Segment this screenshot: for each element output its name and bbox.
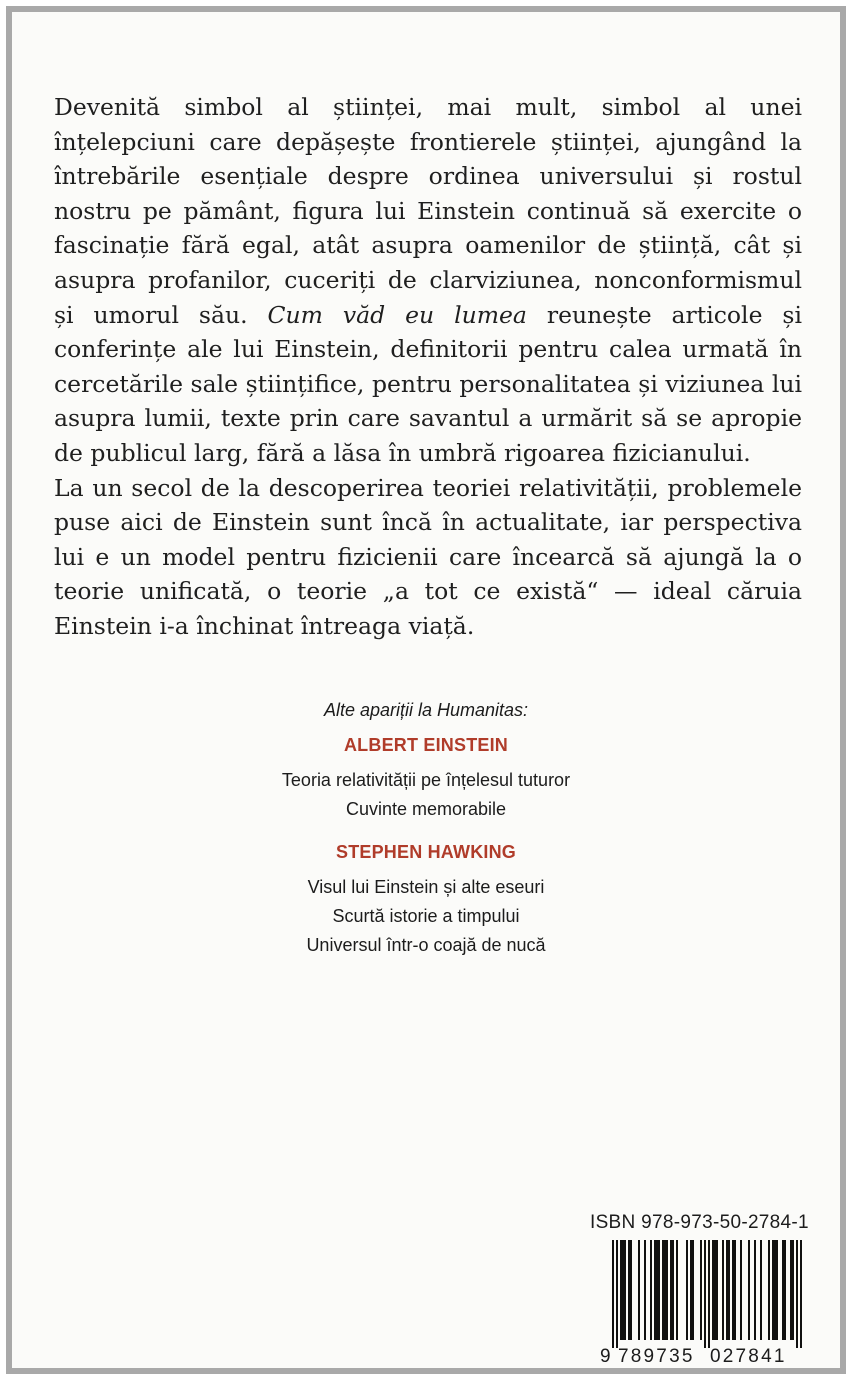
- barcode-bar: [624, 1240, 626, 1340]
- barcode-bar: [654, 1240, 656, 1340]
- barcode-bar: [740, 1240, 742, 1340]
- barcode: [598, 1238, 810, 1366]
- barcode-bar: [754, 1240, 756, 1340]
- other-titles-heading: Alte apariții la Humanitas:: [323, 700, 529, 720]
- barcode-bar: [638, 1240, 640, 1340]
- barcode-bar: [728, 1240, 730, 1340]
- barcode-bar: [704, 1240, 706, 1348]
- book-title: Cuvinte memorabile: [345, 799, 507, 819]
- barcode-bar: [700, 1240, 702, 1340]
- book-title: Teoria relativității pe înțelesul tuturor: [281, 770, 571, 790]
- barcode-bar: [616, 1240, 618, 1348]
- book-title-italic: Cum văd eu lumea: [267, 300, 527, 329]
- author-name: ALBERT EINSTEIN: [343, 735, 508, 755]
- barcode-bar: [676, 1240, 678, 1340]
- barcode-bar: [692, 1240, 694, 1340]
- blurb-p1-start: Devenită simbol al științei, mai mult, simbol al unei înțelepciuni care depășește frontierele științei, ajungând la întrebările esențiale despre ordinea universului și rostul nostru pe pământ, figura lui Einstein continuă să exercite o fascinație fără egal, atât asupra oamenilor de știință, cât și asupra profanilor, cuceriți de clarviziunea, nonconformismul și umorul său.: [54, 93, 802, 329]
- barcode-digits-right: 027841: [710, 1346, 787, 1366]
- barcode-bar: [774, 1240, 776, 1340]
- other-titles-section: [12, 700, 840, 960]
- barcode-bar: [628, 1240, 630, 1340]
- blurb-paragraph-1: [54, 90, 802, 471]
- book-title: Universul într-o coajă de nucă: [306, 935, 546, 955]
- blurb-text: [54, 90, 802, 644]
- barcode-bar: [612, 1240, 614, 1348]
- barcode-bar: [708, 1240, 710, 1348]
- book-back-cover: [6, 6, 846, 1374]
- barcode-bar: [796, 1240, 798, 1348]
- barcode-bar: [760, 1240, 762, 1340]
- book-title: Scurtă istorie a timpului: [332, 906, 520, 926]
- barcode-bar: [672, 1240, 674, 1340]
- barcode-bar: [722, 1240, 724, 1340]
- blurb-p1-end: reunește articole și conferințe ale lui Einstein, definitorii pentru calea urmată în cercetările sale științifice, pentru personalitatea și viziunea lui asupra lumii, texte prin care savantul a urmărit să se apropie de publicul larg, fără a lăsa în umbră rigoarea fizicianului.: [54, 300, 802, 467]
- barcode-bar: [776, 1240, 778, 1340]
- barcode-bar: [664, 1240, 666, 1340]
- book-title: Visul lui Einstein și alte eseuri: [307, 877, 545, 897]
- barcode-bar: [792, 1240, 794, 1340]
- blurb-paragraph-2: La un secol de la descoperirea teoriei relativității, problemele puse aici de Einstein sunt încă în actualitate, iar perspectiva lui e un model pentru fizicienii care încearcă să ajungă la o teorie unificată, o teorie „a tot ce există“ — ideal căruia Einstein i-a închinat întreaga viață.: [54, 473, 802, 640]
- barcode-bar: [622, 1240, 624, 1340]
- barcode-bar: [690, 1240, 692, 1340]
- barcode-bar: [768, 1240, 770, 1340]
- barcode-bar: [666, 1240, 668, 1340]
- barcode-bar: [726, 1240, 728, 1340]
- barcode-bar: [784, 1240, 786, 1340]
- barcode-bar: [630, 1240, 632, 1340]
- author-name: STEPHEN HAWKING: [335, 842, 516, 862]
- barcode-bar: [772, 1240, 774, 1340]
- barcode-bars: [612, 1240, 802, 1348]
- barcode-bar: [800, 1240, 802, 1348]
- isbn-label: ISBN 978-973-50-2784-1: [590, 1212, 809, 1233]
- barcode-bar: [714, 1240, 716, 1340]
- barcode-bar: [716, 1240, 718, 1340]
- barcode-bar: [732, 1240, 734, 1340]
- barcode-bar: [712, 1240, 714, 1340]
- barcode-bar: [644, 1240, 646, 1340]
- barcode-bar: [620, 1240, 622, 1340]
- barcode-bar: [650, 1240, 652, 1340]
- barcode-bar: [782, 1240, 784, 1340]
- barcode-bar: [670, 1240, 672, 1340]
- barcode-bar: [658, 1240, 660, 1340]
- barcode-bar: [686, 1240, 688, 1340]
- barcode-digit-first: 9: [600, 1346, 611, 1366]
- barcode-bar: [656, 1240, 658, 1340]
- barcode-bar: [734, 1240, 736, 1340]
- barcode-bar: [790, 1240, 792, 1340]
- barcode-digits-left: 789735: [618, 1346, 695, 1366]
- barcode-bar: [662, 1240, 664, 1340]
- barcode-bar: [748, 1240, 750, 1340]
- barcode-graphic: [598, 1238, 810, 1366]
